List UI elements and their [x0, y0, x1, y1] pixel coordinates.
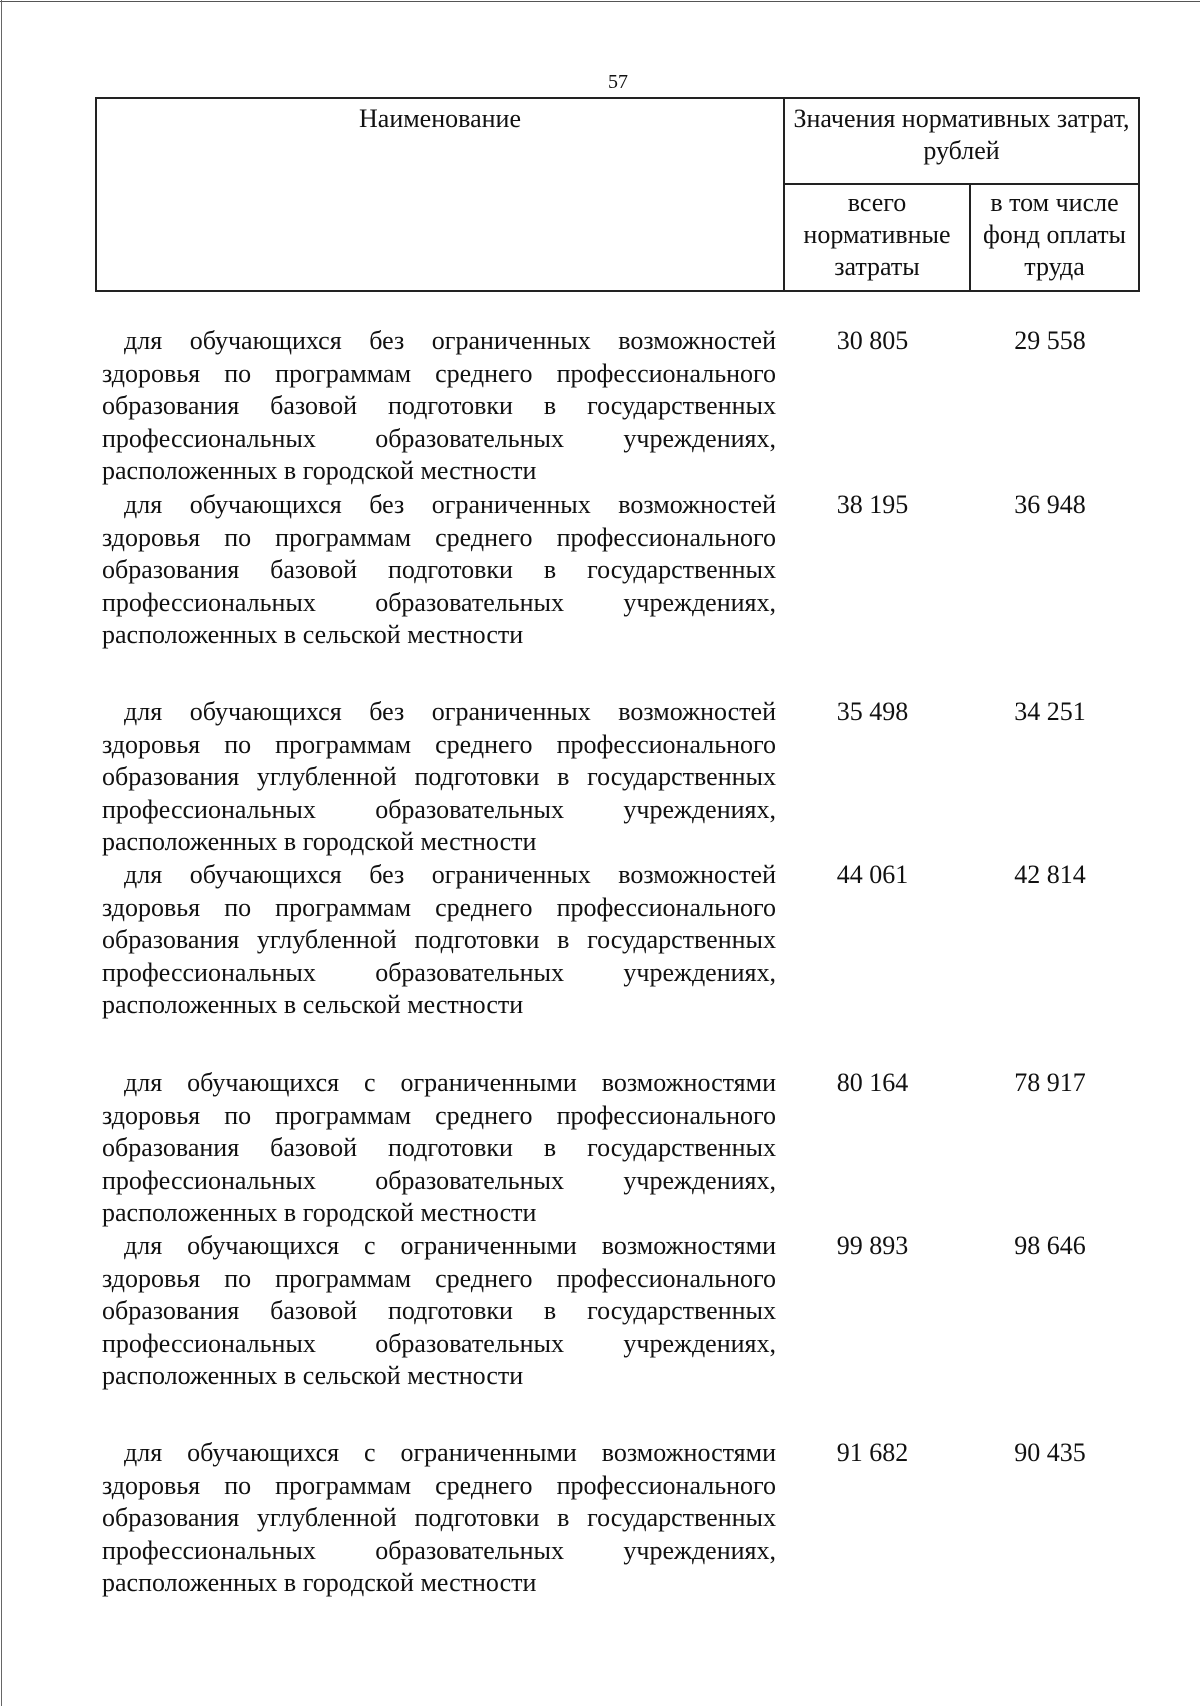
row-total-value: 80 164 — [836, 1068, 909, 1097]
page-number: 57 — [608, 71, 628, 93]
row-description: для обучающихся без ограниченных возможностей здоровья по программам среднего профессионального образования базовой подготовки в государственных профессиональных образовательных учреждениях, расположенных в сельской местности — [102, 490, 776, 649]
row-salary-value: 42 814 — [1014, 860, 1086, 889]
row-total-value: 99 893 — [836, 1231, 909, 1260]
row-total-value: 30 805 — [836, 326, 909, 355]
row-salary-value: 36 948 — [1014, 490, 1086, 519]
row-description: для обучающихся с ограниченными возможностями здоровья по программам среднего профессионального образования базовой подготовки в государственных профессиональных образовательных учреждениях, расположенных в сельской местности — [102, 1231, 776, 1390]
row-description: для обучающихся с ограниченными возможностями здоровья по программам среднего профессионального образования углубленной подготовки в государственных профессиональных образовательных учреждениях, расположенных в городской местности — [102, 1438, 776, 1597]
scan-border-left — [1, 0, 2, 1706]
row-total-value: 91 682 — [836, 1438, 909, 1467]
table-header — [95, 97, 1140, 292]
row-total-value: 38 195 — [836, 490, 909, 519]
scan-border-top — [0, 1, 1200, 2]
row-salary-value: 29 558 — [1014, 326, 1086, 355]
row-description: для обучающихся без ограниченных возможностей здоровья по программам среднего профессионального образования углубленной подготовки в государственных профессиональных образовательных учреждениях, расположенных в городской местности — [102, 697, 776, 856]
row-total-value: 35 498 — [836, 697, 909, 726]
row-salary-value: 34 251 — [1014, 697, 1086, 726]
row-salary-value: 98 646 — [1014, 1231, 1086, 1260]
header-salary-fund: в том числе фонд оплаты труда — [982, 188, 1127, 281]
header-name: Наименование — [359, 104, 521, 133]
row-description: для обучающихся без ограниченных возможностей здоровья по программам среднего профессионального образования базовой подготовки в государственных профессиональных образовательных учреждениях, расположенных в городской местности — [102, 326, 776, 485]
header-values-group: Значения нормативных затрат, рублей — [793, 104, 1130, 165]
row-total-value: 44 061 — [836, 860, 909, 889]
header-total-costs: всего нормативные затраты — [803, 188, 951, 281]
row-description: для обучающихся без ограниченных возможностей здоровья по программам среднего профессионального образования углубленной подготовки в государственных профессиональных образовательных учреждениях, расположенных в сельской местности — [102, 860, 776, 1019]
row-salary-value: 90 435 — [1014, 1438, 1086, 1467]
row-description: для обучающихся с ограниченными возможностями здоровья по программам среднего профессионального образования базовой подготовки в государственных профессиональных образовательных учреждениях, расположенных в городской местности — [102, 1068, 776, 1227]
row-salary-value: 78 917 — [1014, 1068, 1086, 1097]
